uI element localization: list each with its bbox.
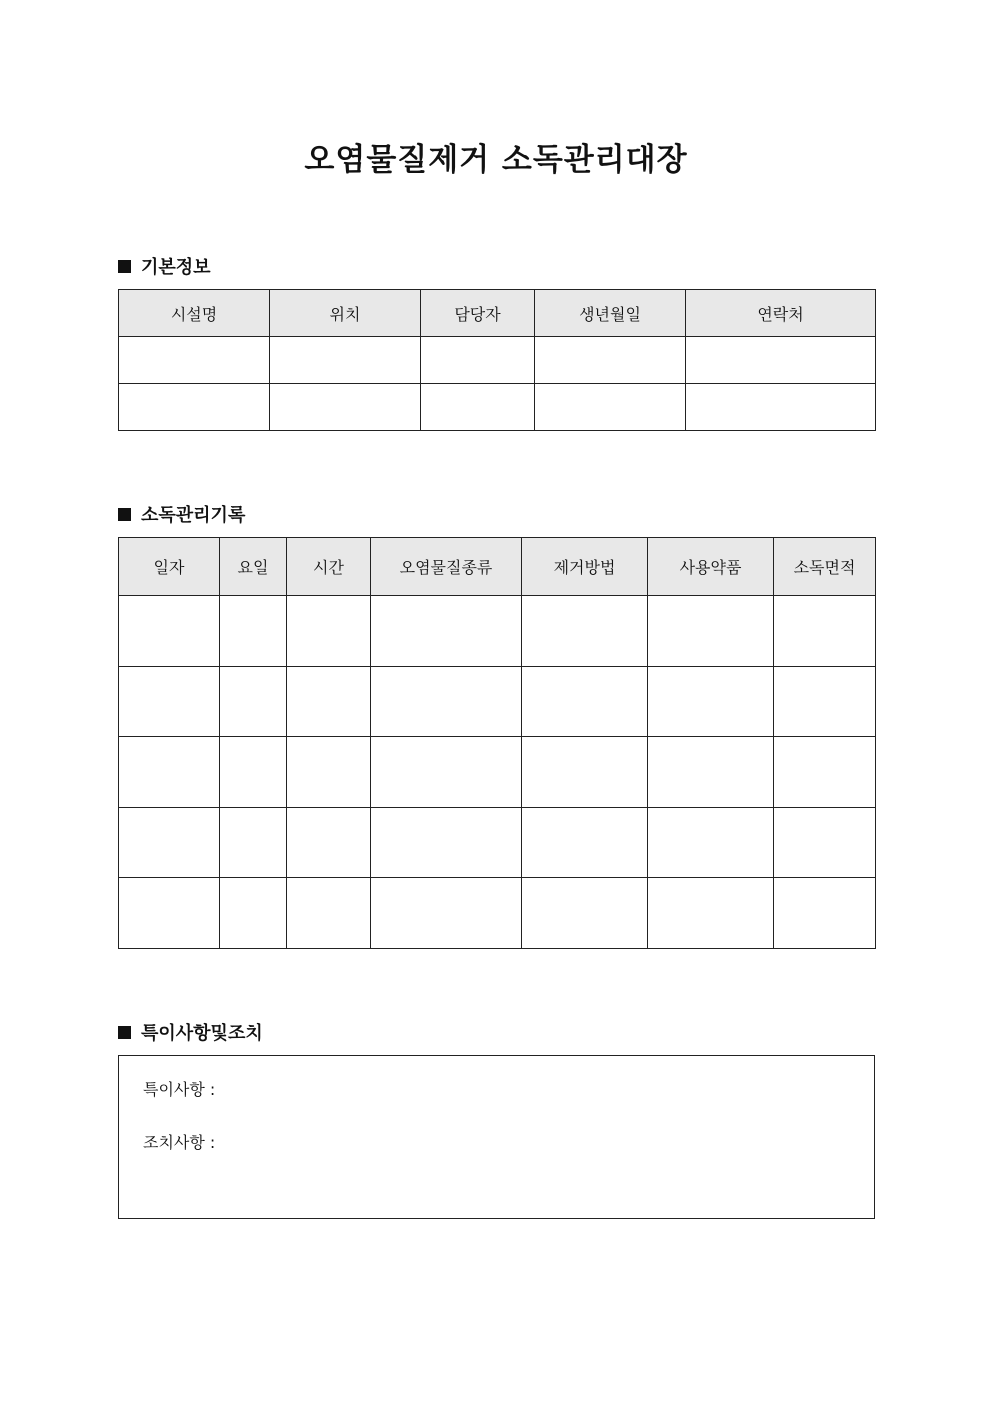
- column-header-contaminant-type: 오염물질종류: [371, 538, 522, 596]
- table-cell[interactable]: [220, 737, 287, 808]
- notes-box[interactable]: [118, 1055, 875, 1219]
- table-cell[interactable]: [774, 596, 876, 667]
- column-header-manager: 담당자: [421, 290, 535, 337]
- column-header-disinfected-area: 소독면적: [774, 538, 876, 596]
- basic-info-header-row: [119, 290, 876, 337]
- table-cell[interactable]: [287, 737, 371, 808]
- table-cell[interactable]: [119, 878, 220, 949]
- notes-heading: [118, 1019, 263, 1045]
- page-title: 오염물질제거 소독관리대장: [304, 142, 688, 178]
- disinfection-record-heading: [118, 501, 245, 527]
- table-cell[interactable]: [119, 737, 220, 808]
- table-cell[interactable]: [774, 807, 876, 878]
- table-cell[interactable]: [774, 666, 876, 737]
- table-cell[interactable]: [648, 666, 774, 737]
- table-cell[interactable]: [522, 807, 648, 878]
- table-cell[interactable]: [371, 737, 522, 808]
- square-bullet-icon: [118, 508, 131, 521]
- table-cell[interactable]: [774, 737, 876, 808]
- table-cell[interactable]: [648, 807, 774, 878]
- table-cell[interactable]: [774, 878, 876, 949]
- table-cell[interactable]: [287, 666, 371, 737]
- table-cell[interactable]: [648, 596, 774, 667]
- table-cell[interactable]: [270, 337, 421, 384]
- table-cell[interactable]: [535, 384, 686, 431]
- column-header-chemical-used: 사용약품: [648, 538, 774, 596]
- table-cell[interactable]: [220, 596, 287, 667]
- table-cell[interactable]: [522, 878, 648, 949]
- table-cell[interactable]: [287, 807, 371, 878]
- table-cell[interactable]: [522, 666, 648, 737]
- table-row: [119, 878, 876, 949]
- table-cell[interactable]: [522, 737, 648, 808]
- table-cell[interactable]: [535, 337, 686, 384]
- column-header-removal-method: 제거방법: [522, 538, 648, 596]
- table-cell[interactable]: [686, 337, 876, 384]
- basic-info-heading: [118, 253, 211, 279]
- table-row: [119, 337, 876, 384]
- disinfection-record-table: [118, 537, 876, 949]
- column-header-weekday: 요일: [220, 538, 287, 596]
- table-cell[interactable]: [371, 666, 522, 737]
- action-notes-label: 조치사항 :: [143, 1133, 216, 1152]
- column-header-date: 일자: [119, 538, 220, 596]
- table-row: [119, 384, 876, 431]
- table-cell[interactable]: [220, 807, 287, 878]
- table-row: [119, 737, 876, 808]
- table-cell[interactable]: [220, 666, 287, 737]
- table-cell[interactable]: [119, 666, 220, 737]
- table-cell[interactable]: [371, 807, 522, 878]
- table-cell[interactable]: [421, 337, 535, 384]
- table-cell[interactable]: [522, 596, 648, 667]
- table-cell[interactable]: [270, 384, 421, 431]
- table-cell[interactable]: [421, 384, 535, 431]
- column-header-contact: 연락처: [686, 290, 876, 337]
- table-cell[interactable]: [119, 807, 220, 878]
- disinfection-record-heading-label: 소독관리기록: [141, 505, 246, 526]
- table-cell[interactable]: [220, 878, 287, 949]
- table-cell[interactable]: [287, 596, 371, 667]
- table-row: [119, 596, 876, 667]
- table-row: [119, 807, 876, 878]
- table-cell[interactable]: [287, 878, 371, 949]
- notes-heading-label: 특이사항및조치: [141, 1023, 263, 1044]
- table-cell[interactable]: [119, 337, 270, 384]
- table-cell[interactable]: [648, 878, 774, 949]
- square-bullet-icon: [118, 1026, 131, 1039]
- column-header-birthdate: 생년월일: [535, 290, 686, 337]
- column-header-location: 위치: [270, 290, 421, 337]
- square-bullet-icon: [118, 260, 131, 273]
- table-cell[interactable]: [686, 384, 876, 431]
- column-header-time: 시간: [287, 538, 371, 596]
- table-cell[interactable]: [371, 596, 522, 667]
- disinfection-record-header-row: [119, 538, 876, 596]
- table-cell[interactable]: [371, 878, 522, 949]
- table-row: [119, 666, 876, 737]
- table-cell[interactable]: [119, 384, 270, 431]
- table-cell[interactable]: [119, 596, 220, 667]
- table-cell[interactable]: [648, 737, 774, 808]
- basic-info-heading-label: 기본정보: [141, 257, 211, 278]
- column-header-facility-name: 시설명: [119, 290, 270, 337]
- basic-info-table: [118, 289, 876, 431]
- special-notes-label: 특이사항 :: [143, 1080, 216, 1099]
